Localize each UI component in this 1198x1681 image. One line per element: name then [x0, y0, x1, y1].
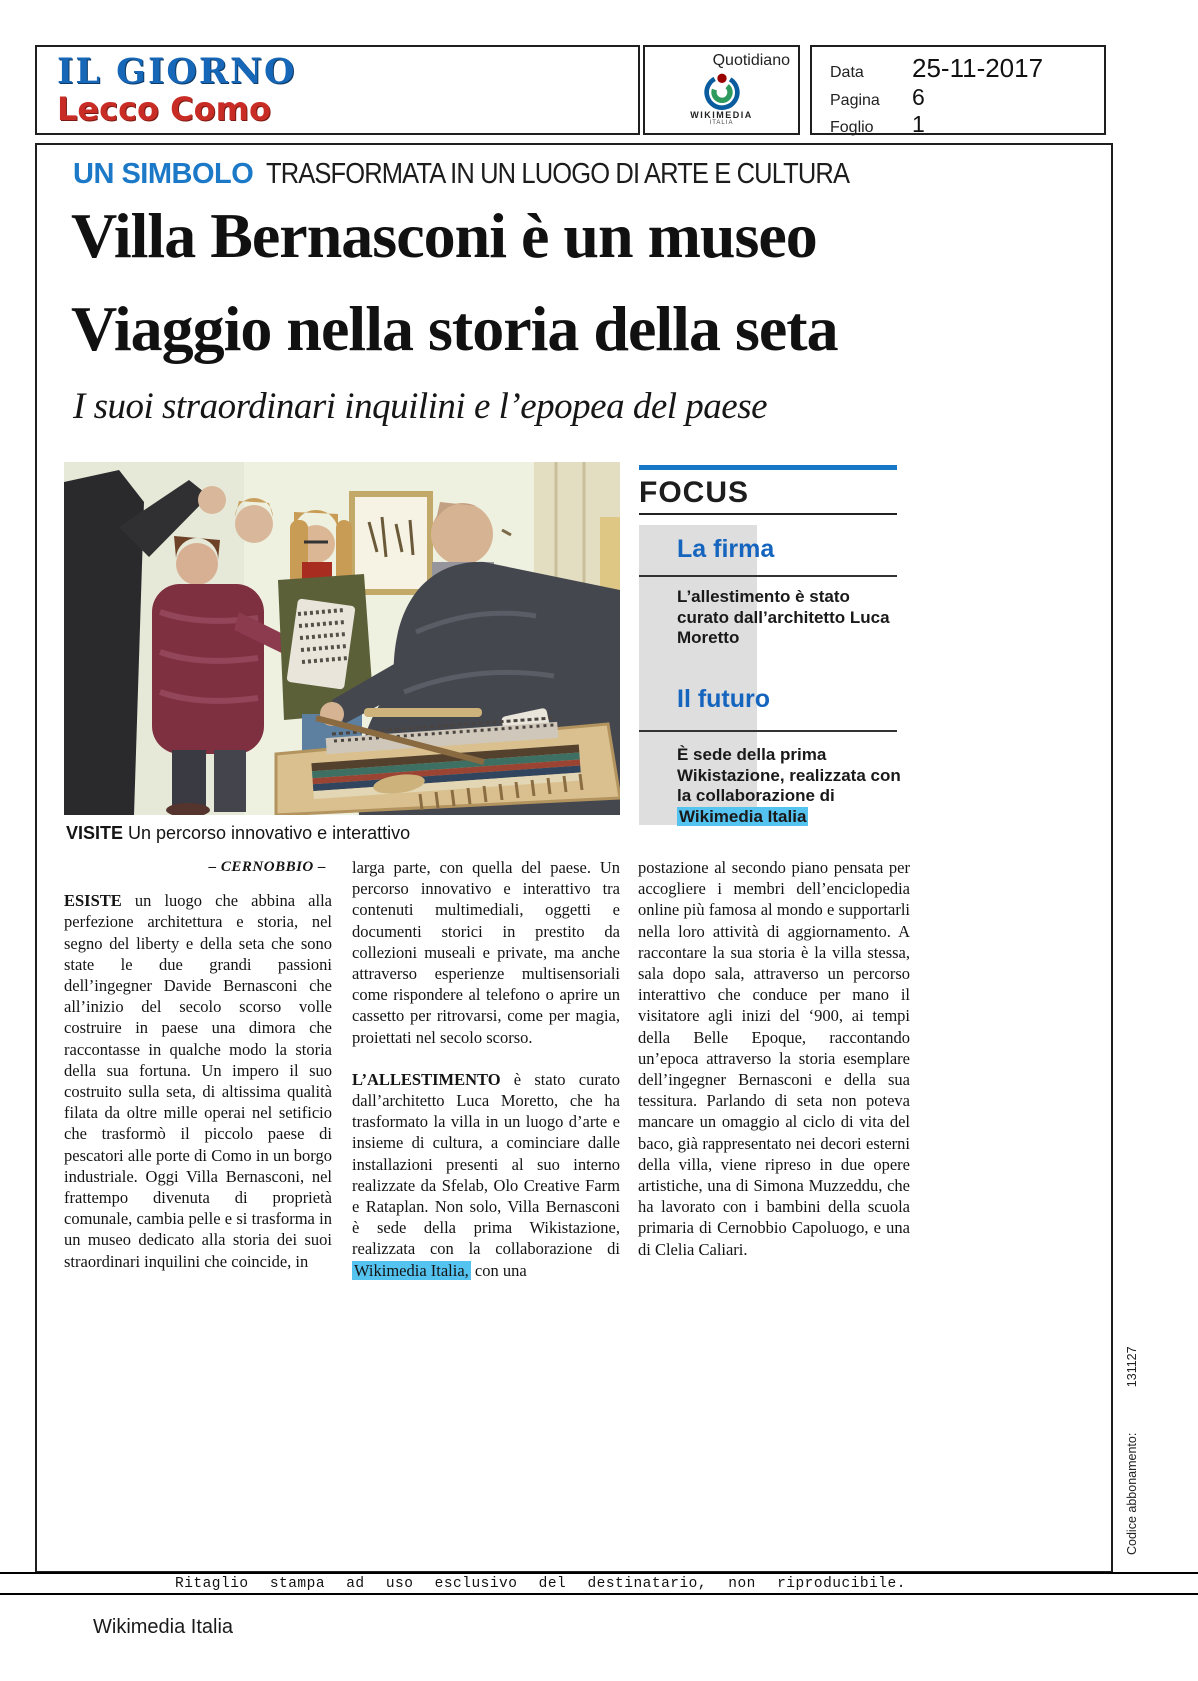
article-photo [64, 462, 620, 815]
focus-accent-bar [639, 465, 897, 470]
newspaper-title: IL GIORNO [57, 51, 297, 92]
dateline: – CERNOBBIO – [208, 859, 326, 875]
wikimedia-logo-icon [702, 71, 742, 111]
subscription-code-value: 131127 [1125, 1346, 1139, 1388]
body-paragraph-1 [64, 890, 332, 1272]
wikimedia-logo-text: WIKIMEDIA [690, 110, 753, 120]
focus-section-rule-2 [639, 730, 897, 732]
masthead-box [35, 45, 640, 135]
pagina-label: Pagina [830, 92, 880, 109]
body-paragraph-4: postazione al secondo piano pensata per accogliere i membri dell’enciclopedia online più famosa al mondo e supportarli nella loro attività di aggiornamento. A raccontare la sua storia è la villa stessa, sala dopo sala, attraverso un percorso interattivo che conduce per mano il visitatore agli inizi del ‘900, ai tempi della Belle Epoque, raccontando un’epoca attraverso la storia esemplare dell’ingegner Bernasconi e della sua tessitura. Parlando di seta non poteva mancare un omaggio al ciclo di vita del baco, già rappresentato nei decori esterni della villa, viene ripreso in due opere artistiche, una di Simona Muzzeddu, che ha lavorato con i bambini della scuola primaria di Cernobbio Capoluogo, e una di Clelia Caliari. [638, 858, 910, 1259]
photo-caption-lead: VISITE [66, 823, 124, 843]
press-type-label: Quotidiano [712, 52, 790, 69]
foglio-label: Foglio [830, 119, 874, 136]
press-info-row-pagina [830, 84, 1104, 111]
kicker [73, 158, 928, 191]
body-column-2 [352, 857, 620, 1281]
wikimedia-logo-subtext: ITALIA [709, 120, 734, 126]
press-info-box [810, 45, 1106, 135]
body-paragraph-2: larga parte, con quella del paese. Un percorso innovativo e interattivo tra contenuti multimediali, oggetti e documenti storici in prestito da collezioni museali e private, ma anche attraverso esperienze multisensoriali come rispondere al telefono o aprire un cassetto per ritrovarsi, come per magia, proiettati nel secolo scorso. [352, 858, 620, 1047]
body-paragraph-3 [352, 1069, 620, 1281]
footer-source: Wikimedia Italia [93, 1616, 234, 1638]
pagina-value: 6 [912, 84, 925, 110]
foglio-value: 1 [912, 111, 925, 137]
focus-section-title-il-futuro: Il futuro [677, 685, 771, 713]
body-text-3-post: con una [470, 1260, 527, 1280]
focus-section-rule-1 [639, 575, 897, 577]
body-column-1 [64, 857, 332, 1272]
body-column-3 [638, 857, 910, 1260]
data-value: 25-11-2017 [912, 53, 1044, 83]
press-info-row-data [830, 53, 1104, 84]
headline-line-1: Villa Bernasconi è un museo [71, 200, 817, 271]
subscription-code-label: Codice abbonamento: [1125, 1432, 1139, 1555]
headline [71, 189, 971, 375]
focus-section-text-la-firma: L’allestimento è stato curato dall’architetto Luca Moretto [677, 587, 890, 647]
subhead: I suoi straordinari inquilini e l’epopea del paese [73, 386, 768, 427]
disclaimer-text: Ritaglio stampa ad uso esclusivo del destinatario, non riproducibile. [175, 1575, 906, 1592]
subscription-code [1125, 1295, 1141, 1555]
lead-word-esiste: ESISTE [64, 891, 122, 911]
article-frame [35, 143, 1113, 1573]
press-type-box [643, 45, 800, 135]
headline-line-2: Viaggio nella storia della seta [71, 293, 838, 364]
body-text-3-pre: è stato curato dall’architetto Luca Moretto, che ha trasformato la villa in un luogo d’arte e insieme di cultura, a cominciare dalle installazioni presenti al suo interno realizzate da Sfelab, Olo Creative Farm e Rataplan. Non solo, Villa Bernasconi è sede della prima Wikistazione, realizzata con la collaborazione di [352, 1069, 620, 1259]
body-text-1: un luogo che abbina alla perfezione architettura e storia, nel segno del liberty e della seta che sono state le due grandi passioni dell’ingegner Davide Bernasconi che all’inizio del secolo scorso volle costruire in paese una dimora che raccontasse in qualche modo la storia della sua fortuna. Un impero il suo costruito sulla seta, di altissima qualità filata da oltre mille operai nel setificio che trasformò il piccolo paese di pescatori alle porte di Como in un borgo industriale. Oggi Villa Bernasconi, nel frattempo divenuta di proprietà comunale, cambia pelle e si trasforma in un museo dedicato alla storia dei suoi straordinari inquilini che coincide, in [64, 891, 332, 1271]
newspaper-edition: Lecco Como [57, 90, 271, 128]
press-info-row-foglio [830, 111, 1104, 138]
kicker-tag: UN SIMBOLO [73, 158, 254, 190]
kicker-text: TRASFORMATA IN UN LUOGO DI ARTE E CULTURA [265, 158, 849, 190]
focus-section-title-la-firma: La firma [677, 535, 775, 563]
photo-caption-text: Un percorso innovativo e interattivo [123, 823, 411, 843]
focus-rule [639, 513, 897, 515]
focus-title: FOCUS [639, 476, 749, 509]
wikimedia-italia-highlight: Wikimedia Italia, [354, 1260, 469, 1280]
data-label: Data [830, 64, 864, 81]
disclaimer-strip [0, 1572, 1198, 1595]
focus-section-text-il-futuro [677, 745, 902, 827]
focus-il-futuro-highlight: Wikimedia Italia [679, 806, 807, 826]
photo-caption [66, 823, 410, 844]
lead-word-allestimento: L’ALLESTIMENTO [352, 1069, 501, 1089]
focus-il-futuro-pre: È sede della prima Wikistazione, realizzata con la collaborazione di [677, 745, 901, 805]
